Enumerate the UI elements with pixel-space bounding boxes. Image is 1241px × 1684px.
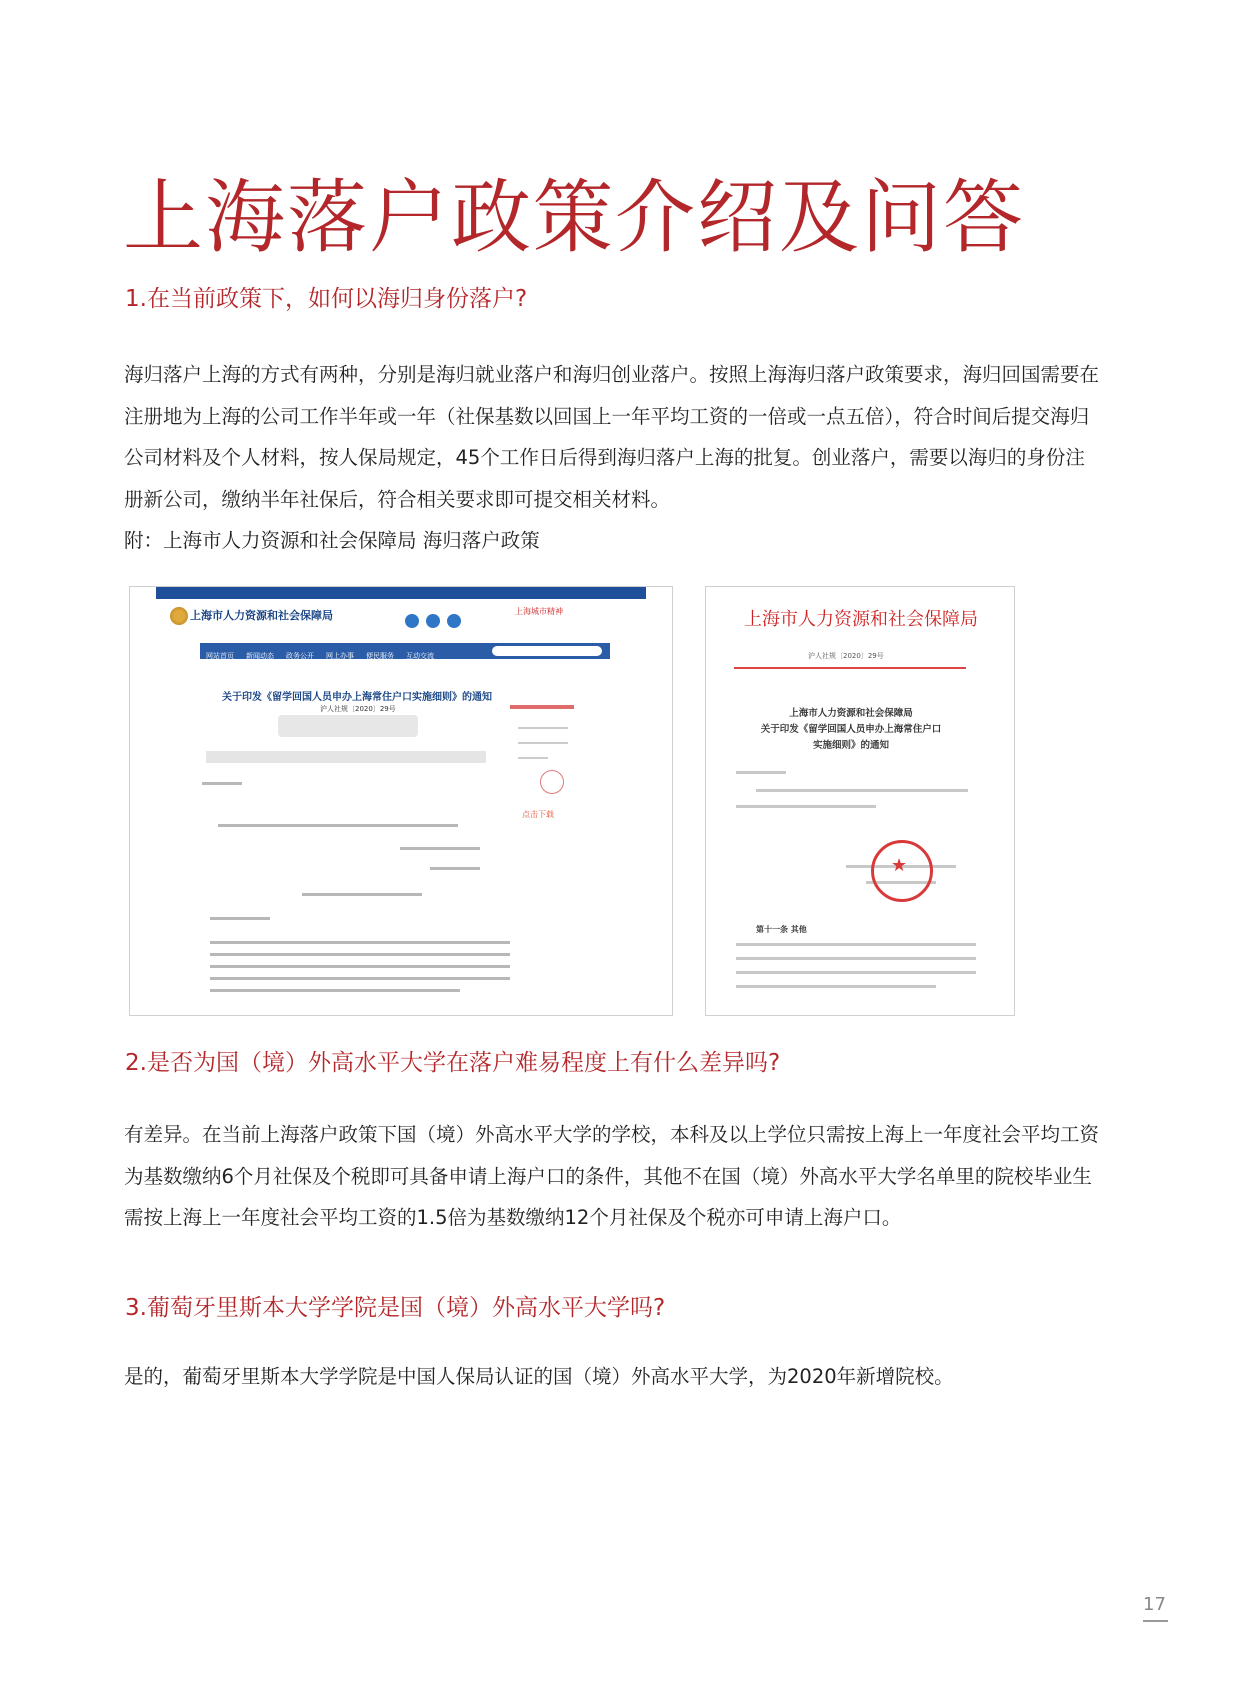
- site-topbar: [156, 587, 646, 599]
- site-name: 上海市人力资源和社会保障局: [190, 609, 333, 622]
- notice-doc-number: 沪人社规〔2020〕29号: [320, 705, 396, 713]
- document-title-line: 上海市人力资源和社会保障局: [789, 708, 913, 719]
- document-number: 沪人社规〔2020〕29号: [808, 652, 884, 660]
- nav-item: 网站首页: [206, 652, 234, 660]
- sidebar-preview-header: [510, 705, 574, 709]
- app-icon: [447, 614, 461, 628]
- body-line: [202, 782, 242, 785]
- document-text-line: [736, 771, 786, 774]
- body-line: [210, 965, 510, 968]
- document-text-line: [736, 971, 976, 974]
- attachment-note: 附：上海市人力资源和社会保障局 海归落户政策: [124, 529, 540, 552]
- red-slogan: 上海城市精神: [515, 607, 563, 616]
- site-search-box: [492, 646, 602, 656]
- question-3: 3.葡萄牙里斯本大学学院是国（境）外高水平大学吗?: [125, 1295, 666, 1321]
- body-line: [210, 953, 510, 956]
- sidebar-preview-line: [518, 742, 568, 744]
- official-document: [705, 586, 1015, 1016]
- document-red-rule: [734, 667, 966, 669]
- body-line: [430, 867, 480, 870]
- audio-player: [278, 715, 418, 737]
- body-line: [210, 917, 270, 920]
- question-1: 1.在当前政策下，如何以海归身份落户?: [125, 286, 528, 312]
- document-section-label: 第十一条 其他: [756, 925, 807, 934]
- notice-title: 关于印发《留学回国人员申办上海常住户口实施细则》的通知: [222, 692, 492, 703]
- document-header: 上海市人力资源和社会保障局: [744, 609, 978, 630]
- download-link: 点击下载: [522, 810, 554, 819]
- sidebar-preview-line: [518, 727, 568, 729]
- body-line: [302, 893, 422, 896]
- body-line: [210, 989, 460, 992]
- document-text-line: [736, 985, 936, 988]
- document-text-line: [736, 805, 876, 808]
- nav-item: 互动交流: [406, 652, 434, 660]
- sidebar-seal-icon: [540, 770, 564, 794]
- nav-item: 政务公开: [286, 652, 314, 660]
- page-title: 上海落户政策介绍及问答: [123, 171, 1025, 264]
- website-screenshot: [129, 586, 673, 1016]
- body-line: [210, 977, 510, 980]
- answer-1: 海归落户上海的方式有两种，分别是海归就业落户和海归创业落户。按照上海海归落户政策要求，海归回国需要在注册地为上海的公司工作半年或一年（社保基数以回国上一年平均工资的一倍或一点五倍），符合时间后提交海归公司材料及个人材料，按人保局规定，45个工作日后得到海归落户上海的批复。创业落户，需要以海归的身份注册新公司，缴纳半年社保后，符合相关要求即可提交相关材料。: [124, 363, 1100, 511]
- nav-item: 便民服务: [366, 652, 394, 660]
- nav-item: 新闻动态: [246, 652, 274, 660]
- page-number: 17: [1143, 1594, 1166, 1615]
- body-line: [210, 941, 510, 944]
- site-logo-icon: [170, 607, 188, 625]
- body-line: [218, 824, 458, 827]
- date-band: [206, 751, 486, 763]
- seal-star-icon: ★: [891, 855, 908, 876]
- document-text-line: [756, 789, 968, 792]
- answer-3: 是的，葡萄牙里斯本大学学院是中国人保局认证的国（境）外高水平大学，为2020年新增院校。: [124, 1365, 954, 1388]
- page-number-underline: [1143, 1620, 1168, 1622]
- document-text-line: [736, 957, 976, 960]
- sidebar-preview-line: [518, 757, 548, 759]
- wechat-icon: [426, 614, 440, 628]
- question-2: 2.是否为国（境）外高水平大学在落户难易程度上有什么差异吗?: [125, 1050, 781, 1076]
- body-line: [400, 847, 480, 850]
- document-title-line: 实施细则》的通知: [812, 740, 889, 751]
- answer-2: 有差异。在当前上海落户政策下国（境）外高水平大学的学校，本科及以上学位只需按上海上一年度社会平均工资为基数缴纳6个月社保及个税即可具备申请上海户口的条件，其他不在国（境）外高水平大学名单里的院校毕业生需按上海上一年度社会平均工资的1.5倍为基数缴纳12个月社保及个税亦可申请上海户口。: [124, 1123, 1100, 1229]
- document-title-line: 关于印发《留学回国人员申办上海常住户口: [760, 724, 942, 735]
- document-text-line: [736, 943, 976, 946]
- nav-item: 网上办事: [326, 652, 354, 660]
- weibo-icon: [405, 614, 419, 628]
